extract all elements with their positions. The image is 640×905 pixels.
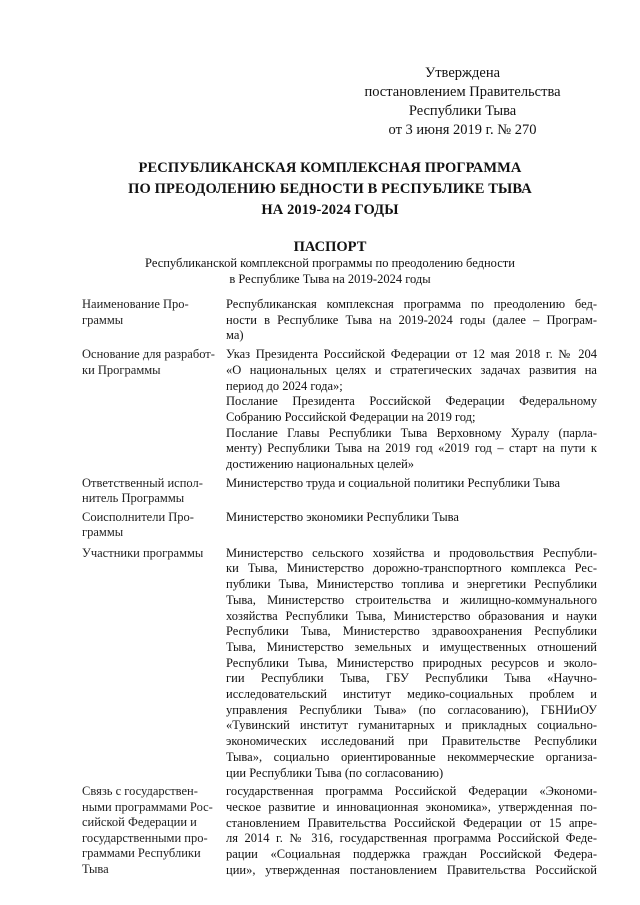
title-line: РЕСПУБЛИКАНСКАЯ КОМПЛЕКСНАЯ ПРОГРАММА bbox=[138, 160, 522, 176]
passport-row-coexecutors bbox=[82, 510, 597, 541]
row-value-line: рации «Социальная поддержка граждан Российской Федера- bbox=[226, 847, 597, 862]
row-label bbox=[82, 546, 226, 562]
approval-stamp bbox=[330, 64, 595, 140]
row-label bbox=[82, 476, 226, 507]
title-line: НА 2019-2024 ГОДЫ bbox=[261, 202, 399, 218]
row-value-line: Тыва, Министерство земельных и имущественных отношений bbox=[226, 639, 597, 654]
row-value-line: Республики Тыва, Министерство природных ресурсов и эколо- bbox=[226, 655, 597, 670]
row-value-line: ческое развитие и инновационная экономика», утвержденная по- bbox=[226, 799, 597, 814]
row-label-line: Связь с государствен- bbox=[82, 784, 198, 799]
row-label-line: граммы bbox=[82, 525, 124, 540]
approval-line: постановлением Правительства bbox=[364, 84, 561, 100]
row-value-line: ции Республики Тыва (по согласованию) bbox=[226, 765, 444, 780]
row-label bbox=[82, 510, 226, 541]
passport-row-basis bbox=[82, 347, 597, 473]
passport-subtitle-line: Республиканской комплексной программы по преодолению бедности bbox=[145, 256, 515, 270]
row-value-line: Республики Тыва, Министерство здравоохранения Республики bbox=[226, 624, 597, 639]
row-label bbox=[82, 784, 226, 877]
row-label bbox=[82, 347, 226, 378]
row-value-line: Тыва», социально ориентированные некоммерческие организа- bbox=[226, 749, 597, 764]
row-value bbox=[226, 510, 597, 526]
row-value-line: Министерство сельского хозяйства и продовольствия Республи- bbox=[226, 545, 597, 560]
passport-subtitle bbox=[60, 255, 600, 287]
passport-subtitle-line: в Республике Тыва на 2019-2024 годы bbox=[229, 272, 431, 286]
row-label-line: ки Программы bbox=[82, 362, 161, 377]
row-value-line: экономических исследований при Правительстве Республики bbox=[226, 734, 597, 749]
title-line: ПО ПРЕОДОЛЕНИЮ БЕДНОСТИ В РЕСПУБЛИКЕ ТЫВА bbox=[128, 181, 532, 197]
row-value bbox=[226, 297, 597, 344]
row-value-line: Тыва, Министерство строительства и жилищно-коммунального bbox=[226, 592, 597, 607]
row-value-line: Послание Главы Республики Тыва Верховному Хуралу (парла- bbox=[226, 425, 597, 440]
approval-line: от 3 июня 2019 г. № 270 bbox=[388, 122, 537, 138]
row-value-line: исследовательский институт медико-социальных проблем и bbox=[226, 687, 597, 702]
row-value-line: ности в Республике Тыва на 2019-2024 годы (далее – Програм- bbox=[226, 312, 597, 327]
row-value-line: становлением Правительства Российской Федерации от 15 апре- bbox=[226, 815, 597, 830]
row-label-line: государственными про- bbox=[82, 830, 208, 845]
row-value-line: «Тувинский институт гуманитарных и прикладных социально- bbox=[226, 718, 597, 733]
row-value bbox=[226, 784, 597, 878]
passport-row-name bbox=[82, 297, 597, 344]
approval-line: Республики Тыва bbox=[408, 103, 517, 119]
approval-line: Утверждена bbox=[424, 65, 501, 81]
row-value-line: Министерство экономики Республики Тыва bbox=[226, 509, 459, 524]
row-label-line: граммы bbox=[82, 312, 124, 327]
row-value-line: «О национальных целях и стратегических задачах развития на bbox=[226, 362, 597, 377]
row-label bbox=[82, 297, 226, 328]
row-value-line: публики Тыва, Министерство топлива и энергетики Республики bbox=[226, 577, 597, 592]
row-value-line: достижению национальных целей» bbox=[226, 457, 415, 472]
row-value-line: Указ Президента Российской Федерации от 12 мая 2018 г. № 204 bbox=[226, 347, 597, 362]
row-value-line: хозяйства Республики Тыва, Министерство образования и науки bbox=[226, 608, 597, 623]
row-value-line: ма) bbox=[226, 328, 244, 343]
row-label-line: сийской Федерации и bbox=[82, 815, 197, 830]
row-value-line: период до 2024 года»; bbox=[226, 378, 343, 393]
row-value-line: Послание Президента Российской Федерации Федеральному bbox=[226, 394, 597, 409]
document-title bbox=[60, 158, 600, 221]
row-value-line: ции», утвержденная постановлением Правительства Российской bbox=[226, 862, 597, 877]
row-value-line: ки Тыва, Министерство дорожно-транспортного комплекса Рес- bbox=[226, 561, 597, 576]
row-label-line: граммами Республики bbox=[82, 846, 201, 861]
passport-heading: ПАСПОРТ bbox=[293, 239, 367, 255]
passport-table bbox=[82, 297, 597, 879]
passport-row-participants bbox=[82, 546, 597, 782]
row-label-line: Тыва bbox=[82, 861, 109, 876]
passport-row-responsible bbox=[82, 476, 597, 507]
passport-row-related-programs bbox=[82, 784, 597, 878]
row-value-line: управления Республики Тыва» (по согласованию), ГБНИиОУ bbox=[226, 702, 597, 717]
row-label-line: нитель Программы bbox=[82, 491, 185, 506]
row-value-line: гии Республики Тыва, ГБУ Республики Тыва «Научно- bbox=[226, 671, 597, 686]
row-value-line: государственная программа Российской Федерации «Экономи- bbox=[226, 784, 597, 799]
row-value bbox=[226, 476, 597, 492]
row-value-line: Министерство труда и социальной политики Республики Тыва bbox=[226, 475, 561, 490]
row-label-line: Соисполнители Про- bbox=[82, 509, 194, 524]
row-label-line: Наименование Про- bbox=[82, 297, 189, 311]
row-value bbox=[226, 546, 597, 782]
row-value-line: ля 2014 г. № 316, государственная программа Российской Феде- bbox=[226, 831, 597, 846]
row-label-line: Основание для разработ- bbox=[82, 347, 215, 362]
row-value-line: менту) Республики Тыва на 2019 год «2019 год – старт на пути к bbox=[226, 441, 597, 456]
row-value bbox=[226, 347, 597, 473]
row-label-line: Ответственный испол- bbox=[82, 475, 203, 490]
row-value-line: Собранию Российской Федерации на 2019 год; bbox=[226, 409, 476, 424]
row-label-line: ными программами Рос- bbox=[82, 799, 213, 814]
row-value-line: Республиканская комплексная программа по преодолению бед- bbox=[226, 297, 597, 311]
row-label-line: Участники программы bbox=[82, 545, 204, 560]
